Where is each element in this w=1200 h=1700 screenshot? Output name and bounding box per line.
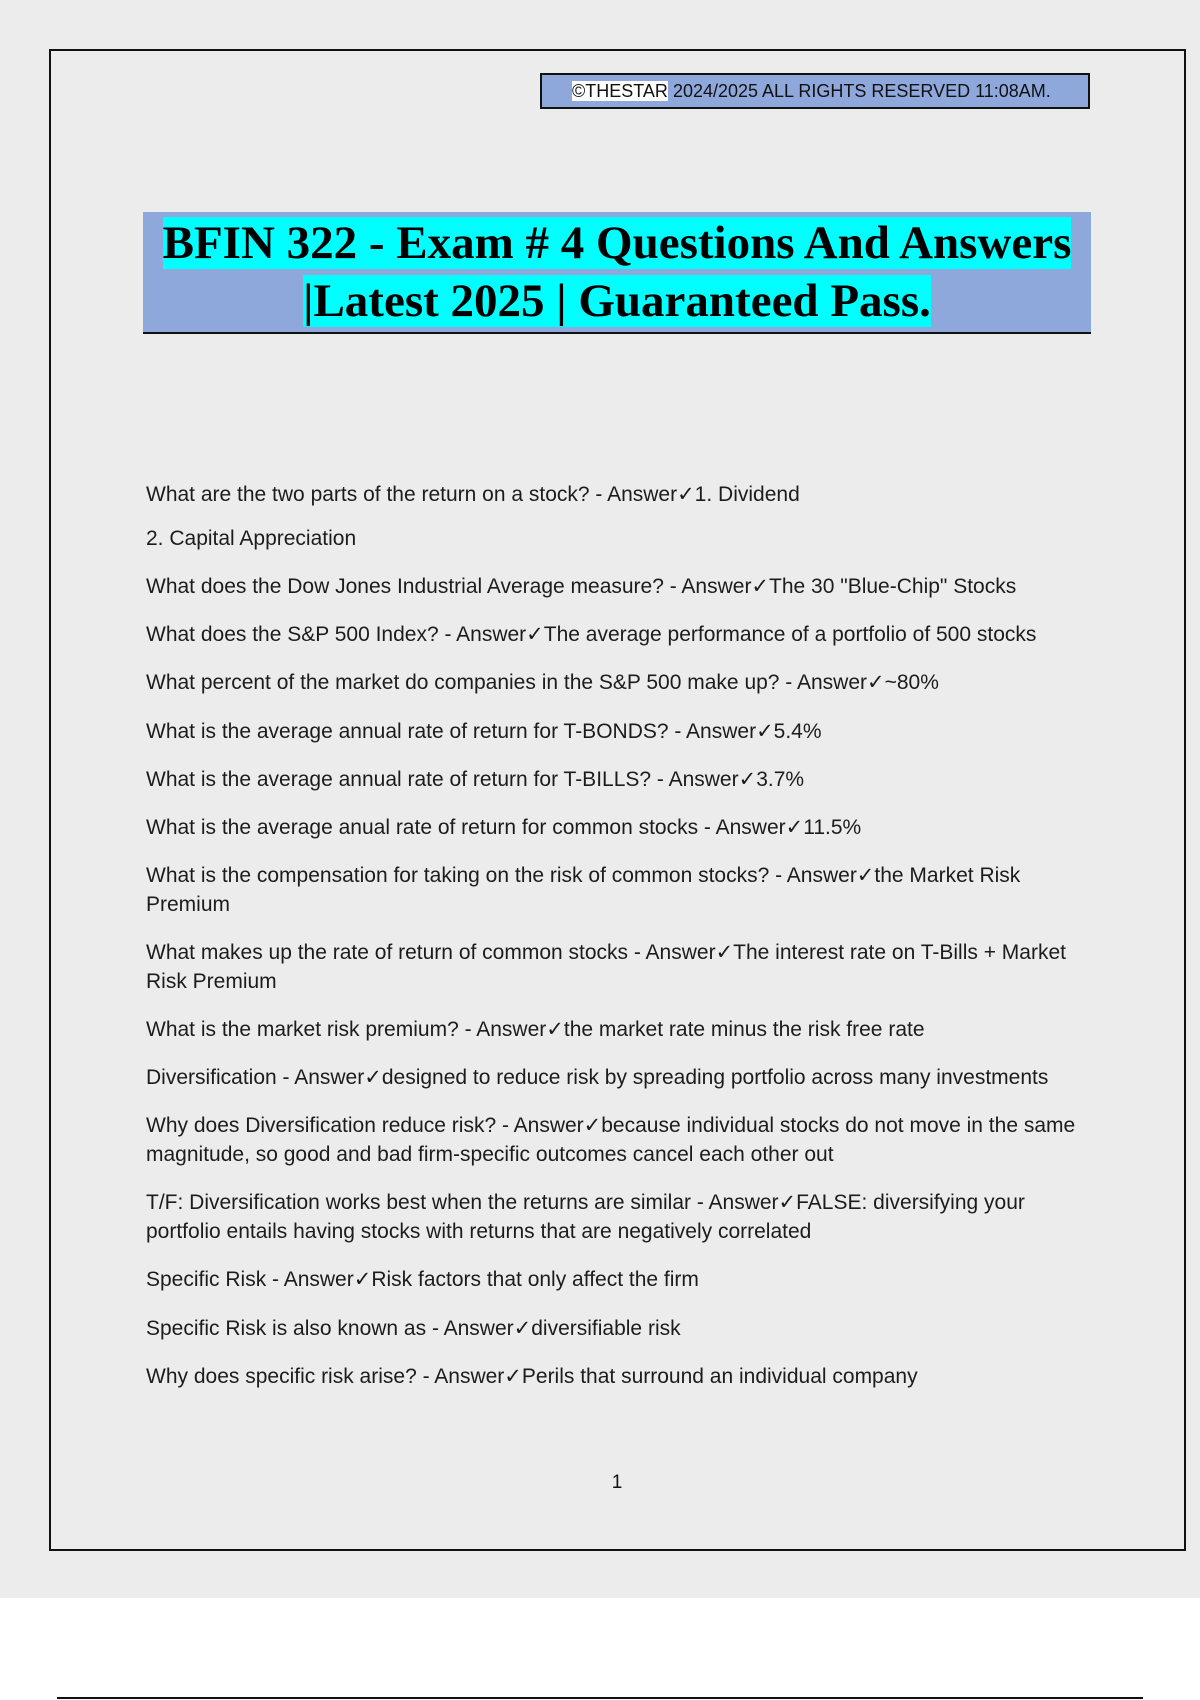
qa-item: What is the market risk premium? - Answer✓the market rate minus the risk free rate xyxy=(146,1018,925,1041)
qa-item: What makes up the rate of return of common stocks - Answer✓The interest rate on T-Bills + Market Risk Premium xyxy=(146,941,1066,993)
qa-item: What are the two parts of the return on a stock? - Answer✓1. Dividend xyxy=(146,483,800,506)
document-title xyxy=(143,212,1091,334)
qa-item: What is the compensation for taking on the risk of common stocks? - Answer✓the Market Risk Premium xyxy=(146,864,1021,916)
qa-item: Specific Risk is also known as - Answer✓diversifiable risk xyxy=(146,1317,681,1340)
qa-item: What percent of the market do companies in the S&P 500 make up? - Answer✓~80% xyxy=(146,671,939,694)
copyright-brand: ©THESTAR xyxy=(572,81,668,101)
qa-item: What does the S&P 500 Index? - Answer✓The average performance of a portfolio of 500 stocks xyxy=(146,623,1037,646)
qa-list xyxy=(146,480,1096,1410)
copyright-text: 2024/2025 ALL RIGHTS RESERVED 11:08AM. xyxy=(667,81,1051,101)
qa-item: 2. Capital Appreciation xyxy=(146,527,357,550)
qa-item: Diversification - Answer✓designed to reduce risk by spreading portfolio across many investments xyxy=(146,1066,1049,1089)
qa-item: T/F: Diversification works best when the returns are similar - Answer✓FALSE: diversifying your portfolio entails having stocks with returns that are negatively correlated xyxy=(146,1191,1025,1243)
next-page-rule xyxy=(57,1697,1143,1699)
page-number: 1 xyxy=(611,1472,623,1493)
qa-item: Why does Diversification reduce risk? - Answer✓because individual stocks do not move in the same magnitude, so good and bad firm-specific outcomes cancel each other out xyxy=(146,1114,1076,1166)
qa-item: What does the Dow Jones Industrial Average measure? - Answer✓The 30 "Blue-Chip" Stocks xyxy=(146,575,1017,598)
qa-item: What is the average annual rate of return for T-BILLS? - Answer✓3.7% xyxy=(146,768,805,791)
qa-item: What is the average anual rate of return for common stocks - Answer✓11.5% xyxy=(146,816,862,839)
qa-item: Why does specific risk arise? - Answer✓Perils that surround an individual company xyxy=(146,1365,918,1388)
qa-item: Specific Risk - Answer✓Risk factors that only affect the firm xyxy=(146,1268,699,1291)
copyright-banner xyxy=(540,73,1090,109)
qa-item: What is the average annual rate of return for T-BONDS? - Answer✓5.4% xyxy=(146,720,822,743)
title-line-2: |Latest 2025 | Guaranteed Pass. xyxy=(303,275,931,327)
title-line-1: BFIN 322 - Exam # 4 Questions And Answers xyxy=(162,217,1072,269)
